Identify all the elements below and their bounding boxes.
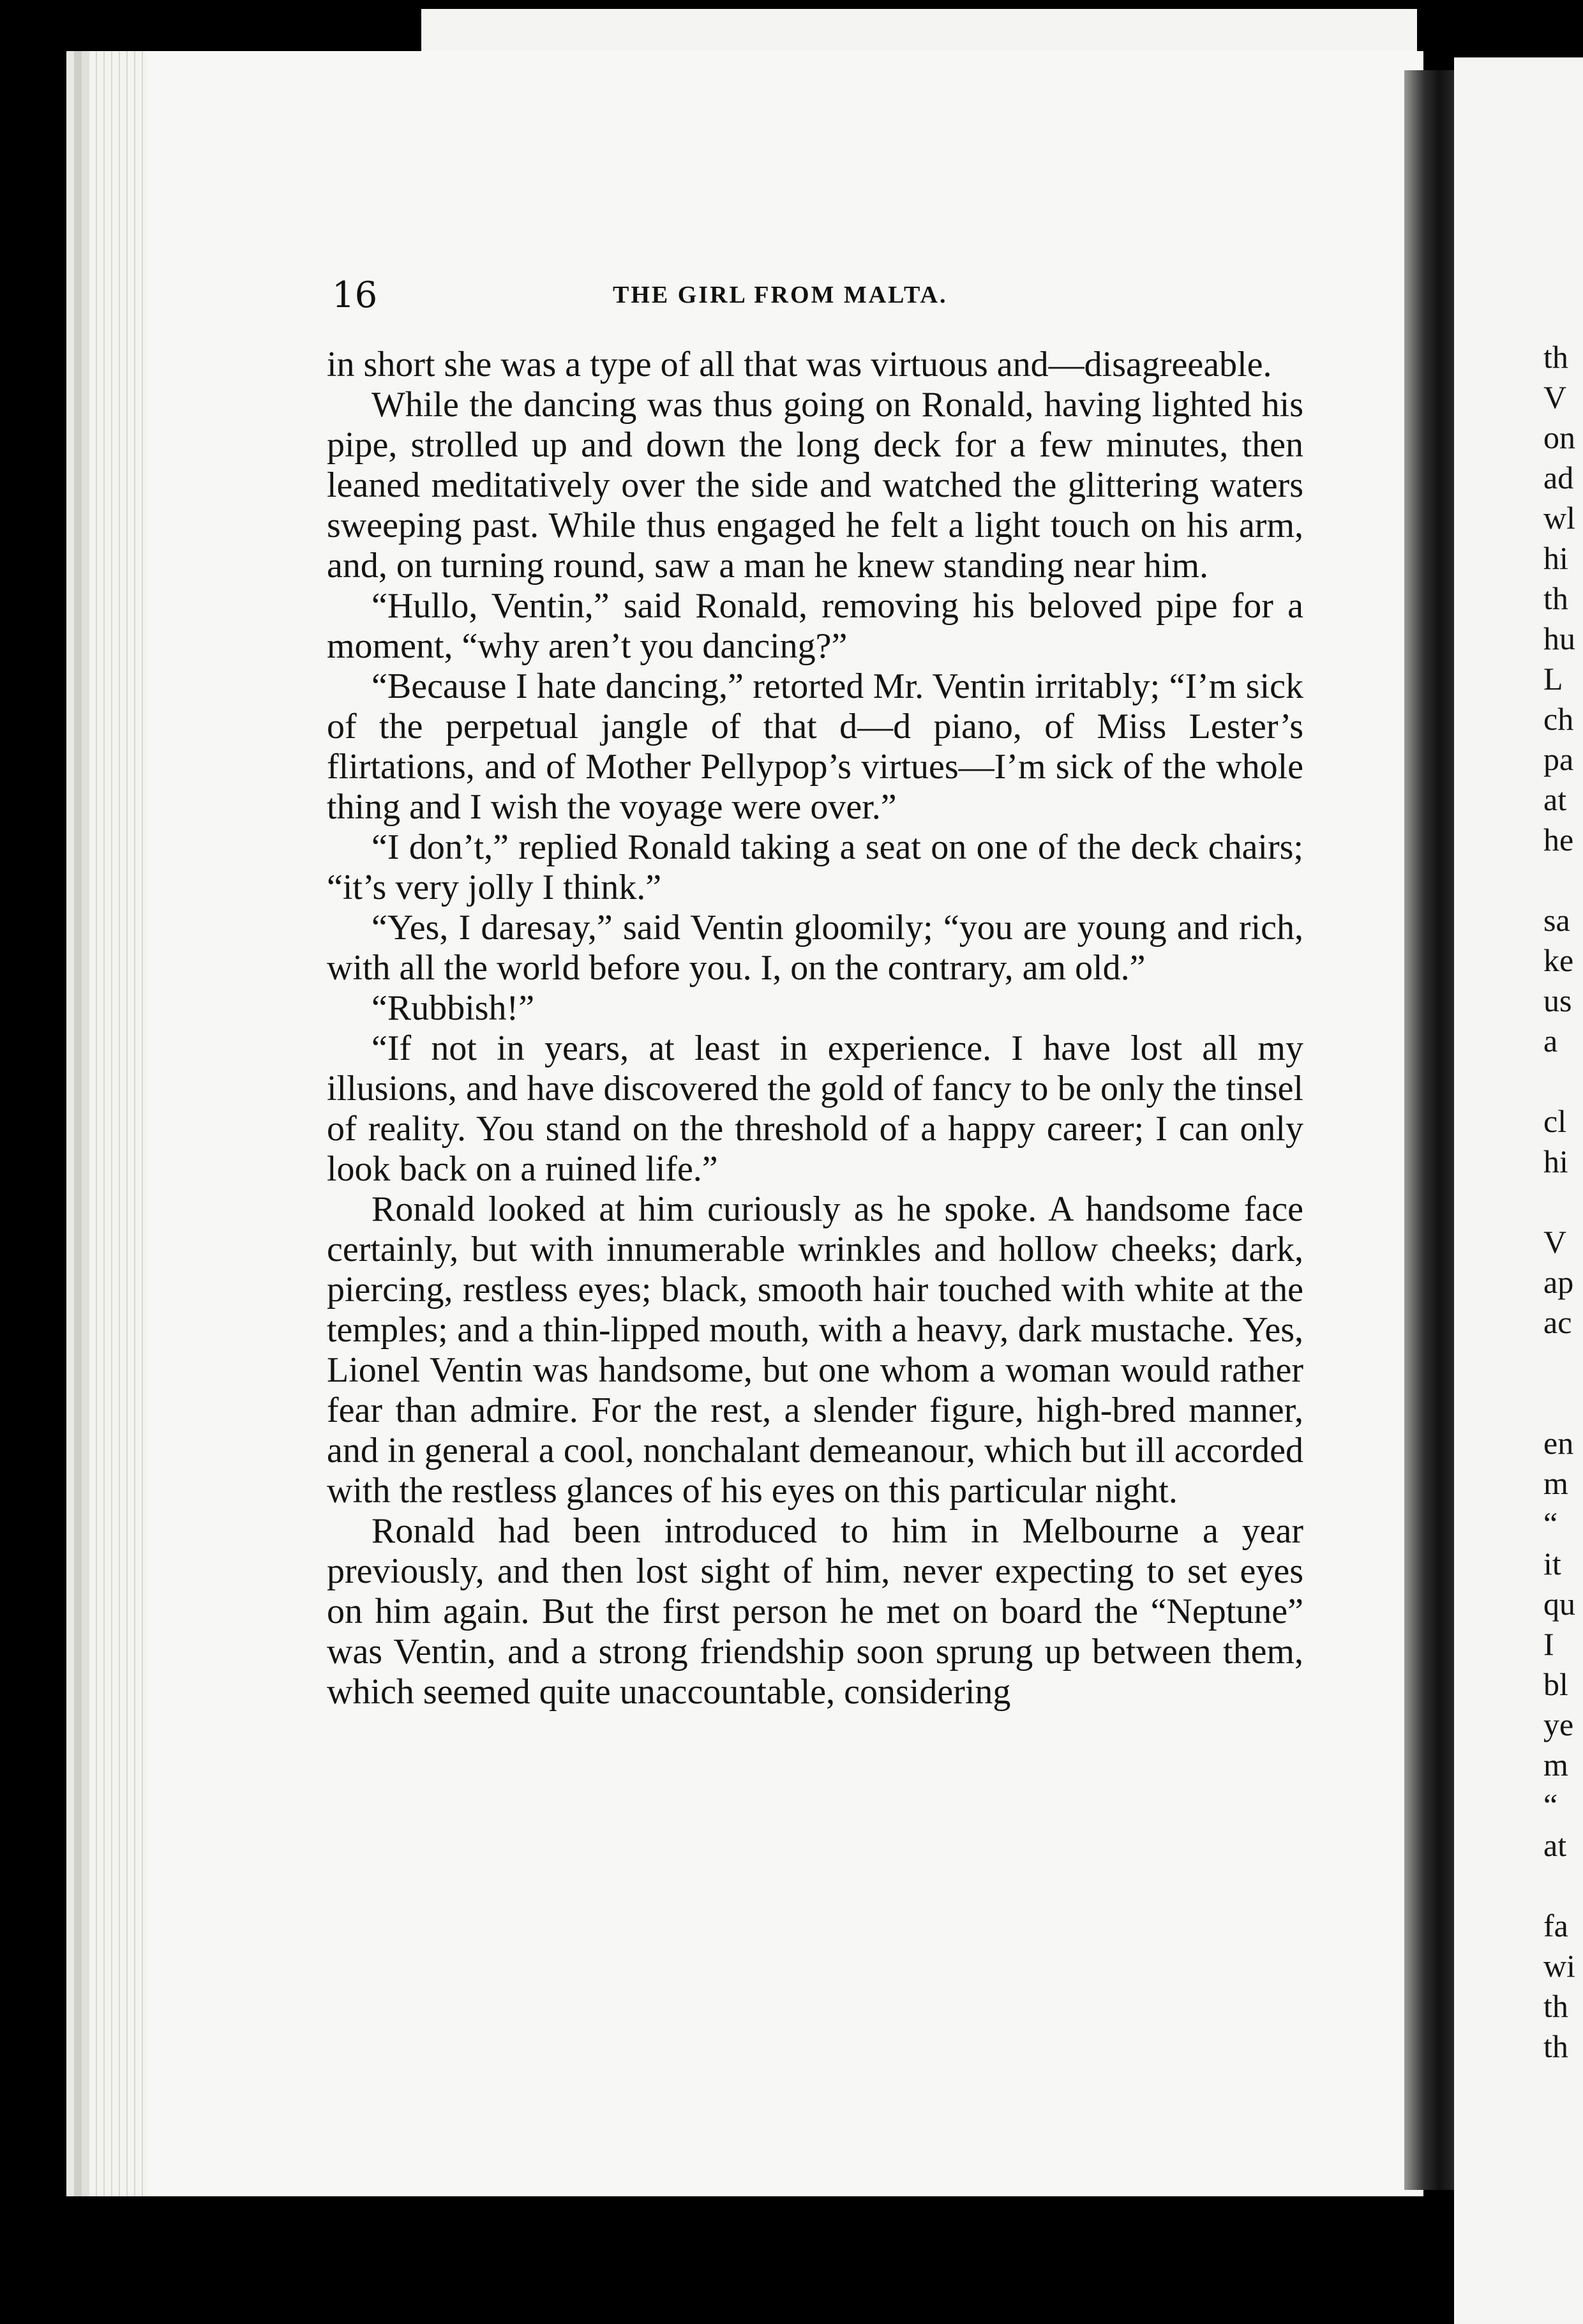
paragraph: While the dancing was thus going on Ronald, having lighted his pipe, strolled up and down the long deck for a few minutes, then leaned meditatively over the side and watched the glittering waters sweeping past. While thus engaged he felt a light touch on his arm, and, on turning round, saw a man he knew standing near him. [327,385,1303,585]
facing-fragment: us [1543,983,1572,1018]
facing-fragment: “ [1543,1787,1558,1823]
facing-fragment: qu [1543,1586,1575,1622]
facing-fragment: fa [1543,1908,1568,1943]
page-number: 16 [332,275,378,316]
facing-fragment: th [1543,580,1568,616]
facing-fragment: wl [1543,500,1575,536]
paragraph: “Because I hate dancing,” retorted Mr. Ventin irritably; “I’m sick of the perpetual jangle of that d—d piano, of Miss Lester’s flirtations, and of Mother Pellypop’s virtues—I’m sick of the whole thing and I wish the voyage were over.” [327,667,1303,827]
paragraph: in short she was a type of all that was virtuous and—disagreeable. [327,345,1272,384]
paragraph: Ronald had been introduced to him in Melbourne a year previously, and then lost sight of him, never expecting to set eyes on him again. But the first person he met on board the “Neptune” was Ventin, and a strong friendship soon sprung up between them, which seemed quite unaccountable, considering [327,1511,1303,1712]
facing-fragment: th [1543,2028,1568,2064]
facing-fragment: th [1543,339,1568,375]
facing-fragment: th [1543,1988,1568,2024]
facing-fragment: cl [1543,1103,1567,1139]
paragraph: Ronald looked at him curiously as he spoke. A handsome face certainly, but with innumerable wrinkles and hollow cheeks; dark, piercing, restless eyes; black, smooth hair touched with white at the temples; and a thin-lipped mouth, with a heavy, dark mustache. Yes, Lionel Ventin was handsome, but one whom a woman would rather fear than admire. For the rest, a slender figure, high-bred manner, and in general a cool, nonchalant demeanour, which but ill accorded with the restless glances of his eyes on this particular night. [327,1189,1303,1511]
facing-fragment: hi [1543,540,1568,576]
facing-fragment: en [1543,1425,1574,1461]
facing-fragment: hi [1543,1143,1568,1179]
paragraph: “If not in years, at least in experience. I have lost all my illusions, and have discovered the gold of fancy to be only the tinsel of reality. You stand on the threshold of a happy career; I can only look back on a ruined life.” [327,1029,1303,1189]
page-stack-edges [89,51,147,2196]
facing-fragment: sa [1543,902,1570,938]
facing-fragment: V [1543,379,1567,415]
facing-fragment: a [1543,1023,1558,1059]
facing-fragment: ap [1543,1264,1574,1300]
facing-fragment: m [1543,1465,1568,1501]
facing-fragment: I [1543,1626,1554,1662]
facing-fragment: pa [1543,741,1574,777]
facing-fragment: “ [1543,1505,1558,1541]
paragraph: “Yes, I daresay,” said Ventin gloomily; “you are young and rich, with all the world before you. I, on the contrary, am old.” [327,908,1303,988]
facing-fragment: ye [1543,1707,1574,1742]
page-header [332,275,1302,326]
paragraph: “Hullo, Ventin,” said Ronald, removing his beloved pipe for a moment, “why aren’t you dancing?” [327,586,1303,666]
facing-fragment: V [1543,1224,1567,1260]
facing-fragment: ch [1543,701,1574,737]
page-top-edge [421,9,1417,51]
facing-fragment: ad [1543,460,1574,495]
paragraph: “I don’t,” replied Ronald taking a seat on one of the deck chairs; “it’s very jolly I think.” [327,827,1303,907]
facing-fragment: he [1543,822,1574,857]
paragraph: “Rubbish!” [371,988,535,1028]
facing-fragment: ac [1543,1304,1572,1340]
book-gutter [1404,70,1454,2190]
running-title: THE GIRL FROM MALTA. [613,282,948,308]
facing-fragment: it [1543,1546,1561,1581]
facing-fragment: at [1543,1827,1567,1863]
facing-fragment: L [1543,661,1563,697]
body-text [327,345,1303,1712]
facing-fragment: on [1543,419,1575,455]
facing-fragment: ke [1543,942,1574,978]
facing-fragment: hu [1543,621,1575,656]
facing-fragment: m [1543,1747,1568,1783]
facing-fragment: wi [1543,1948,1575,1984]
facing-fragment: at [1543,781,1567,817]
facing-fragment: bl [1543,1666,1568,1702]
